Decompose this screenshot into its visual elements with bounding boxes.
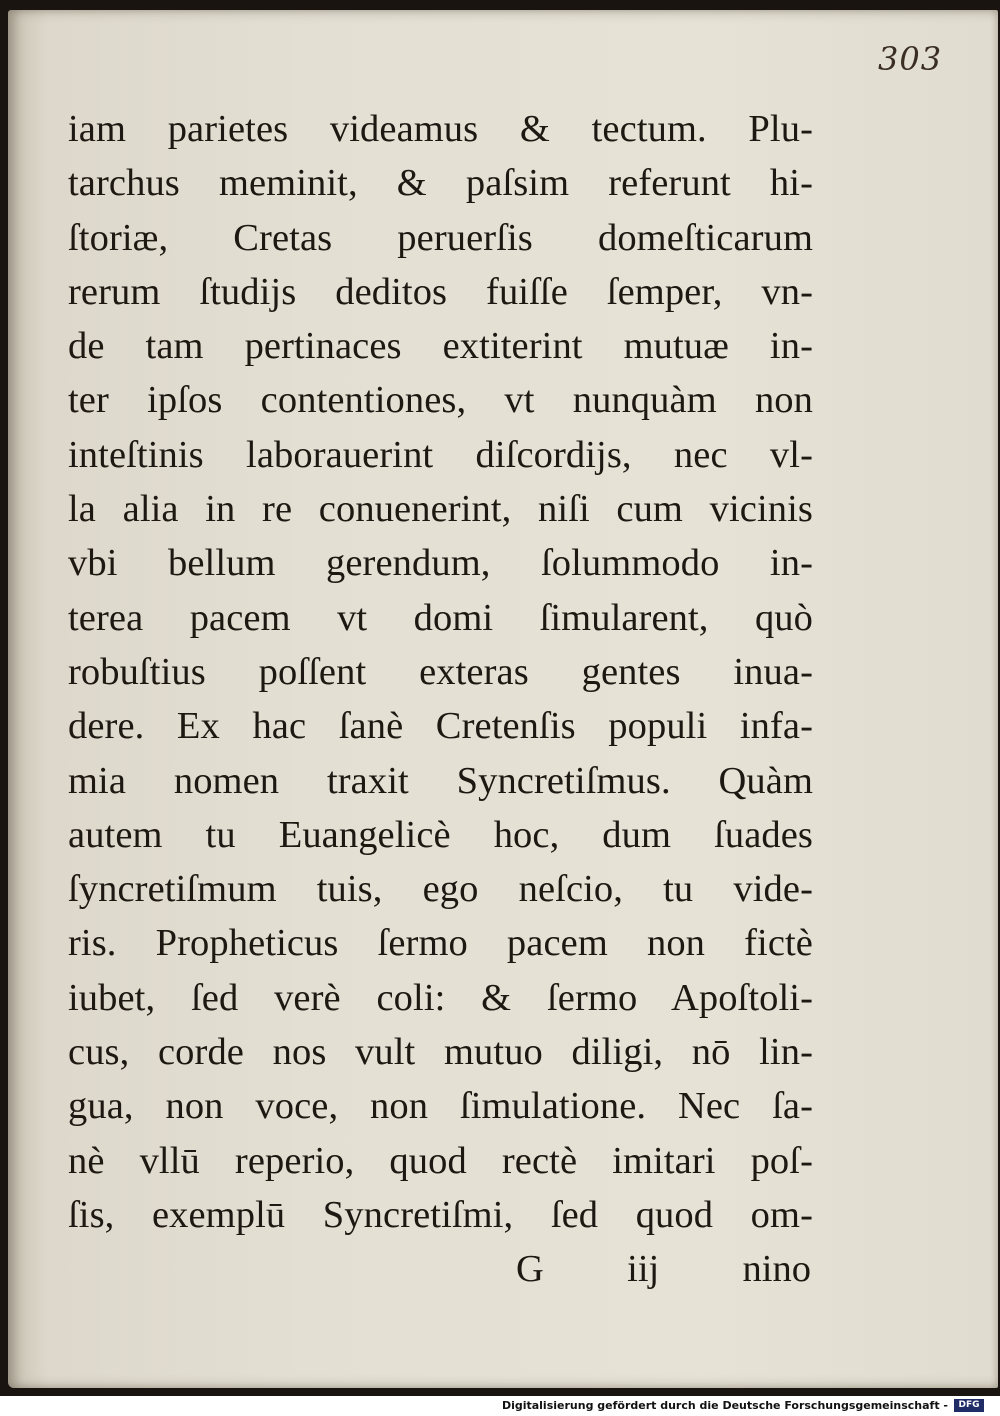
text-line: ter ipſos contentiones, vt nunquàm non (68, 379, 813, 422)
signature-number: iij (627, 1248, 660, 1291)
text-line: rerum ſtudijs deditos fuiſſe ſemper, vn- (68, 270, 813, 313)
text-line: robuſtius poſſent exteras gentes inua- (68, 650, 813, 693)
text-line: ſyncretiſmum tuis, ego neſcio, tu vide- (68, 868, 813, 911)
book-page (8, 10, 998, 1388)
dfg-logo-icon: DFG (954, 1399, 984, 1412)
text-line: nè vllū reperio, quod rectè imitari poſ- (68, 1139, 813, 1182)
text-line: gua, non voce, non ſimulatione. Nec ſa- (68, 1085, 813, 1128)
text-block (68, 102, 813, 1297)
text-line: iubet, ſed verè coli: & ſermo Apoſtoli- (68, 976, 813, 1019)
text-line: vbi bellum gerendum, ſolummodo in- (68, 542, 813, 585)
text-line: dere. Ex hac ſanè Cretenſis populi infa- (68, 705, 813, 748)
dfg-credit-text: Digitalisierung gefördert durch die Deutsche Forschungsgemeinschaft - (501, 1399, 948, 1412)
text-line: tarchus meminit, & paſsim referunt hi- (68, 162, 813, 205)
signature-line (516, 1242, 811, 1296)
catchword: nino (742, 1248, 811, 1291)
page-number: 303 (878, 40, 943, 78)
text-line: terea pacem vt domi ſimularent, quò (68, 596, 813, 639)
text-line: ris. Propheticus ſermo pacem non fictè (68, 922, 813, 965)
text-line: autem tu Euangelicè hoc, dum ſuades (68, 813, 813, 856)
text-line: cus, corde nos vult mutuo diligi, nō lin- (68, 1031, 813, 1074)
text-line: iam parietes videamus & tectum. Plu- (68, 108, 813, 150)
text-line: de tam pertinaces extiterint mutuæ in- (68, 325, 813, 368)
text-line: la alia in re conuenerint, niſi cum vicinis (68, 488, 813, 531)
text-line: ſtoriæ, Cretas peruerſis domeſticarum (68, 216, 813, 259)
text-line: mia nomen traxit Syncretiſmus. Quàm (68, 759, 813, 802)
text-line: inteſtinis laborauerint diſcordijs, nec vl- (68, 433, 813, 476)
text-line: ſis, exemplū Syncretiſmi, ſed quod om- (68, 1193, 813, 1236)
signature-mark: G (516, 1248, 544, 1291)
